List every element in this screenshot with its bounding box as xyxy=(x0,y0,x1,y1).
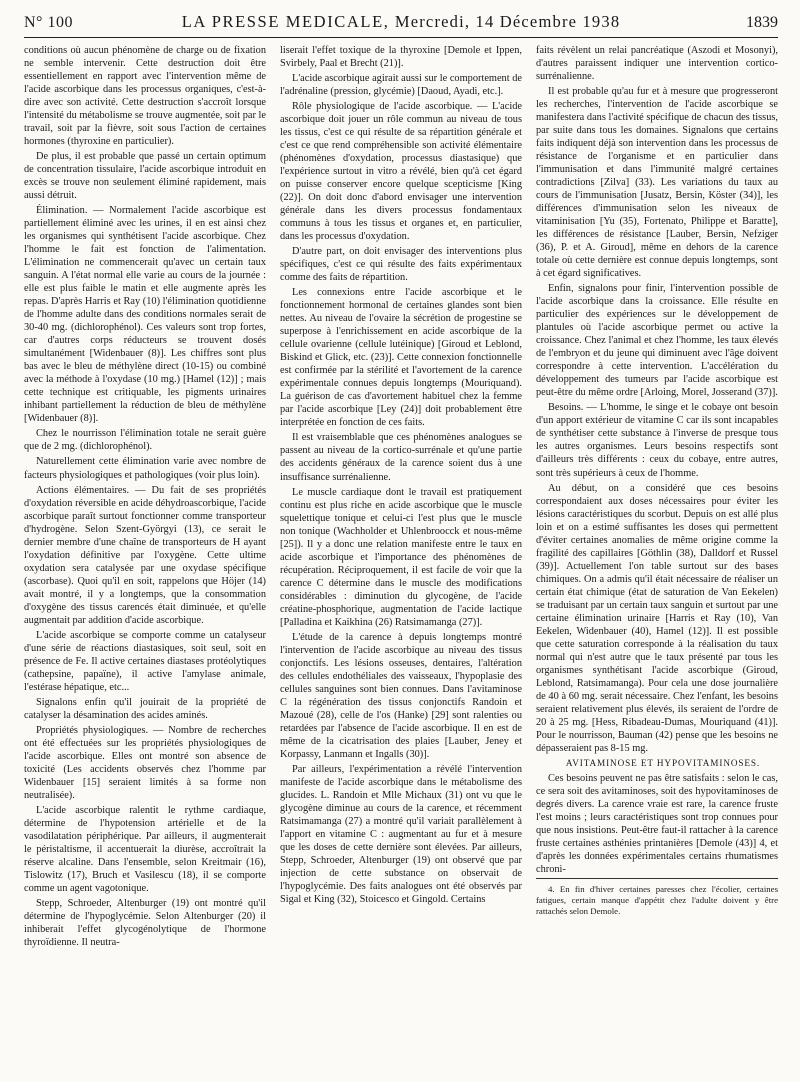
paragraph: Signalons enfin qu'il jouirait de la propriété de catalyser la désamination des acides aminés. xyxy=(24,696,266,721)
paragraph: Élimination. — Normalement l'acide ascorbique est partiellement éliminé avec les urines, il en est ainsi chez les organismes qui synthétisent l'acide ascorbique. Chez l'homme le fait est fonction de l'alimentation. L'élimination ne commencerait qu'avec un certain taux sanguin. A l'état normal elle varie au cours de la journée : elle est plus faible le matin et elle augmente après les repas. D'après Harris et Ray (10) l'élimination quotidienne de l'homme adulte dans des conditions normales serait de 30-40 mg. (dichlorophénol). Ces valeurs sont trop fortes, car d'autres corps réducteurs se trouvent dosés simultanément [Widenbauer (8)]. Les chiffres sont plus bas avec le bleu de méthylène direct (10-15) ou combiné avec la méthode à l'oxydase (10 mg.) [Hamel (12)] ; mais cette technique est critiquable, les pigments urinaires inhibant partiellement la réduction de bleu de méthylène [Widenbauer (8)]. xyxy=(24,205,266,425)
paragraph: D'autre part, on doit envisager des interventions plus spécifiques, c'est ce qui résulte des faits expérimentaux comme des faits de répartition. xyxy=(280,246,522,284)
page-header xyxy=(24,12,778,38)
paragraph: liserait l'effet toxique de la thyroxine [Demole et Ippen, Svirbely, Paal et Brecht (21)]. xyxy=(280,45,522,70)
column-2 xyxy=(280,44,522,1072)
paragraph: Rôle physiologique de l'acide ascorbique. — L'acide ascorbique doit jouer un rôle commun au niveau de tous les tissus, c'est ce qui résulte de sa répartition générale et c'est ce que rend compréhensible son activité élémentaire (phénomènes d'oxydation, processus diastasique) que l'expérience surtout in vitro a révélé, bien qu'à cet égard on puisse conserver encore quelque scepticisme [King (22)]. On doit donc d'abord envisager une intervention générale dans les divers processus fondamentaux communs à tous les tissus et organes et, en particulier, dans les processus d'oxydation. xyxy=(280,101,522,243)
paragraph: Besoins. — L'homme, le singe et le cobaye ont besoin d'un apport extérieur de vitamine C car ils sont incapables de synthétiser cette substance à l'inverse de presque tous les autres organismes. Leurs besoins respectifs sont d'ailleurs très différents : ceux du cobaye, entre autres, sont très supérieurs à ceux de l'homme. xyxy=(536,402,778,479)
paragraph: Ces besoins peuvent ne pas être satisfaits : selon le cas, ce sera soit des avitaminoses, soit des hypovitaminoses de degrés divers. La carence vraie est rare, la carence fruste l'est moins ; leurs caractéristiques sont trop connues pour que nous insistions. Peut-être faut-il rattacher à la carence fruste certaines asthénies printanières [Demole (43)] 4, et d'après les données expérimentales certains rhumatismes chroni- xyxy=(536,772,778,875)
issue-date: Mercredi, 14 Décembre 1938 xyxy=(394,12,621,31)
paragraph: conditions où aucun phénomène de charge ou de fixation ne semble intervenir. Cette destruction doit être essentiellement en rapport avec l'intervention même de l'acide ascorbique dans les processus organiques, c'est-à-dire avec son activité. Cette destruction s'accroît lorsque l'intensité du métabolisme se trouve augmentée, soit par le travail, soit par la fièvre, soit sous l'action de certaines hormones (thyroxine en particulier). xyxy=(24,45,266,148)
paragraph: Propriétés physiologiques. — Nombre de recherches ont été effectuées sur les propriétés physiologiques de l'acide ascorbique. Elles ont montré son absence de toxicité (Les accidents observés chez l'homme par Widenbauer [15] seraient limités à sa forme non neutralisée). xyxy=(24,724,266,801)
paragraph: Stepp, Schroeder, Altenburger (19) ont montré qu'il détermine de l'hypoglycémie. Selon Altenburger (20) il inhiberait l'effet glycogénolytique de l'hormone thyroïdienne. Il neutra- xyxy=(24,898,266,949)
paragraph: L'acide ascorbique agirait aussi sur le comportement de l'adrénaline (pression, glycémie) [Daoud, Ayadi, etc.]. xyxy=(280,73,522,98)
text-columns xyxy=(24,44,778,1072)
paragraph: L'acide ascorbique ralentit le rythme cardiaque, détermine de l'hypotension artérielle et de la vasodilatation périphérique. Par ailleurs, il augmenterait le péristaltisme, il accentuerait la diurèse, accroîtrait la réserve alcaline. Dans l'ensemble, selon Kreitmair (16), Tislowitz (17), Bruch et Vasilescu (18), il se comporte comme un agent vagotonique. xyxy=(24,804,266,894)
issue-number: N° 100 xyxy=(24,14,73,31)
running-title xyxy=(114,12,688,32)
section-heading: AVITAMINOSE ET HYPOVITAMINOSES. xyxy=(565,757,761,768)
paragraph: Il est probable qu'au fur et à mesure que progresseront les recherches, l'intervention de l'acide ascorbique se manifestera dans l'activité spécifique de chacun des tissus, par suite dans tous les domaines. Signalons que certains faits indiquent déjà son intervention dans les processus de résistance de l'organisme et en particulier dans l'immunisation et dans l'immunité malgré certaines contradictions [Zilva] (33). Les variations du taux au cours de l'immunisation [Jusatz, Bersin, Köster (34)], les différences d'immunisation selon les niveaux de vitaminisation [Yu (35), Fortenato, Philippe et Baratte], les différences de résistance [Lauber, Bersin, Nefziger (36), P. et A. Giroud], même en dehors de la carence totale où cette dernière est connue depuis longtemps, sont à cet égard significatives. xyxy=(536,86,778,280)
paragraph: Il est vraisemblable que ces phénomènes analogues se passent au niveau de la cortico-surrénale et qu'une partie des accidents généraux de la carence soient dus à une insuffisance surrénalienne. xyxy=(280,432,522,483)
paragraph: L'étude de la carence à depuis longtemps montré l'intervention de l'acide ascorbique au niveau des tissus conjonctifs. Les lésions osseuses, dentaires, l'altération des cellules endothéliales des vaisseaux, l'hypoplasie des cellules sanguines sont bien connues. Dans l'avitaminose C la régénération des tissus conjonctifs Randoin et Mazoué (28), celle de l'os (Hanke) [29] sont ralenties ou retardées par l'absence de l'acide ascorbique. Il en est de même de la cicatrisation des plaies [Lauber, Jeney et Korpassy, Lanmann et Ingalls (30)]. xyxy=(280,631,522,760)
journal-title: LA PRESSE MEDICALE, xyxy=(181,12,390,31)
column-3 xyxy=(536,44,778,1072)
paragraph: Chez le nourrisson l'élimination totale ne serait guère que de 2 mg. (dichlorophénol). xyxy=(24,428,266,453)
page-number: 1839 xyxy=(746,14,778,31)
paragraph: faits révèlent un relai pancréatique (Aszodi et Mosonyi), d'autres paraissent indiquer une intervention cortico-surrénalienne. xyxy=(536,45,778,83)
paragraph: Le muscle cardiaque dont le travail est pratiquement continu est plus riche en acide ascorbique que le muscle squelettique tonique et celui-ci l'est plus que le muscle non tonique (Wachholder et Uhlenbroocck et nous-même [25]). Il y a donc une relation manifeste entre le taux en acide ascorbique et l'importance des phénomènes de récupération. Réciproquement, il est facile de voir que la carence C détermine dans le muscle des modifications considérables : diminution du glycogène, de l'acide créatine-phosphorique, augmentation de l'acide lactique [Palladina et Kaikhina (26) Ratsimamanga (27)]. xyxy=(280,486,522,628)
footnote: 4. En fin d'hiver certaines paresses chez l'écolier, certaines fatigues, certain manque d'appétit chez l'adulte doivent y être rattachés selon Demole. xyxy=(536,878,778,917)
column-1 xyxy=(24,44,266,1072)
paragraph: Actions élémentaires. — Du fait de ses propriétés d'oxydation réversible en acide déhydroascorbique, l'acide ascorbique paraît surtout fonctionner comme transporteur d'hydrogène. Selon Szent-Györgyi (13), ce serait le dernier membre d'une chaîne de transporteurs de H ayant l'oxydation définitive par l'oxygène. Cette ultime oxydation sera catalysée par une oxydase spécifique (ascorbase). Quoi qu'il en soit, rappelons que Höjer (14) avait montré, il y a longtemps, que la consommation d'oxygène des tissus carencés était diminuée, et qu'elle augmentait par addition d'acide ascorbique. xyxy=(24,484,266,626)
paragraph: De plus, il est probable que passé un certain optimum de concentration tissulaire, l'acide ascorbique introduit en excès se trouve non seulement éliminé rapidement, mais aussi détruit. xyxy=(24,151,266,202)
paragraph: Enfin, signalons pour finir, l'intervention possible de l'acide ascorbique dans la croissance. Elle résulte en particulier des expériences sur le développement de plantules où l'acide ascorbique permet ou active la croissance. Chez l'animal et chez l'homme, les taux élevés de l'embryon et du jeune qui diminuent avec l'âge doivent correspondre à cette intervention. L'accélération du développement des tumeurs par l'acide ascorbique est peut-être du même ordre [Arloing, Morel, Josserand (37)]. xyxy=(536,283,778,399)
paragraph: Par ailleurs, l'expérimentation a révélé l'intervention manifeste de l'acide ascorbique dans le métabolisme des glucides. L. Randoin et Mlle Michaux (31) ont vu que le glycogène diminue au cours de la carence, et récemment Ratsimamanga (27) a montré qu'il variait parallèlement à l'apport en vitamine C : augmentant au fur et à mesure que les doses de cette dernière sont élevées. Par ailleurs, Stepp, Schroeder, Altenburger (19) ont observé que par injection de cette substance on observait de l'hypoglycémie. Des faits analogues ont été observés par Sigal et King (32), Stoicesco et Gingold. Certains xyxy=(280,763,522,905)
paragraph: L'acide ascorbique se comporte comme un catalyseur d'une série de réactions diastasiques, soit seul, soit en présence de Fe. Il active certaines diastases protéolytiques (cathepsine, papaïne), il active l'amylase animale, l'estérase hépatique, etc... xyxy=(24,629,266,693)
paragraph: Naturellement cette élimination varie avec nombre de facteurs physiologiques et pathologiques (voir plus loin). xyxy=(24,456,266,481)
paragraph: Les connexions entre l'acide ascorbique et le fonctionnement hormonal de certaines glandes sont bien nettes. Au niveau de l'ovaire la sécrétion de progestine se superpose à l'enrichissement en acide ascorbique de la cellule ovarienne (cellule lutéinique) [Giroud et Leblond, Biskind et Glick, etc. (23)]. Cette connexion fonctionnelle est confirmée par la stérilité et l'avortement de la carence expérimentale connues depuis longtemps (Mouriquand). La guérison de cas d'avortement habituel chez la femme par l'acide ascorbique [Ley (24)] doit probablement être interprétée en fonction de ces faits. xyxy=(280,287,522,429)
paragraph: Au début, on a considéré que ces besoins correspondaient aux doses nécessaires pour éviter les lésions caractéristiques du scorbut. Depuis on est allé plus loin et on a estimé suffisantes les doses qui permettent d'éviter certaines anomalies de même origine comme la fragilité des capillaires [Göthlin (38), Dalldorf et Russel (39)]. Actuellement l'on table surtout sur des bases chimiques. On a admis qu'il était nécessaire de réaliser un certain état chimique (état de saturation de Van Eekelen) se traduisant par un certain taux sanguin et surtout par une certaine élimination urinaire [Harris et Ray (10), Van Eekelen, Widenbauer (40), Hamel (12)]. Il est possible que cette saturation corresponde à la réalisation du taux normal qui n'est autre que le taux présenté par tous les organismes synthétisant l'acide ascorbique (Giroud, Leblond, Ratsimamanga). Pour cela une dose journalière de 40 à 60 mg. serait nécessaire. Chez l'enfant, les besoins seraient relativement plus élevés, ils seraient de l'ordre de 20 à 25 mg. [Hess, Ribadeau-Dumas, Mouriquand (41)]. Pour le nourrisson, Bauman (42) pense que les besoins ne dépasseraient pas 8-15 mg. xyxy=(536,482,778,754)
